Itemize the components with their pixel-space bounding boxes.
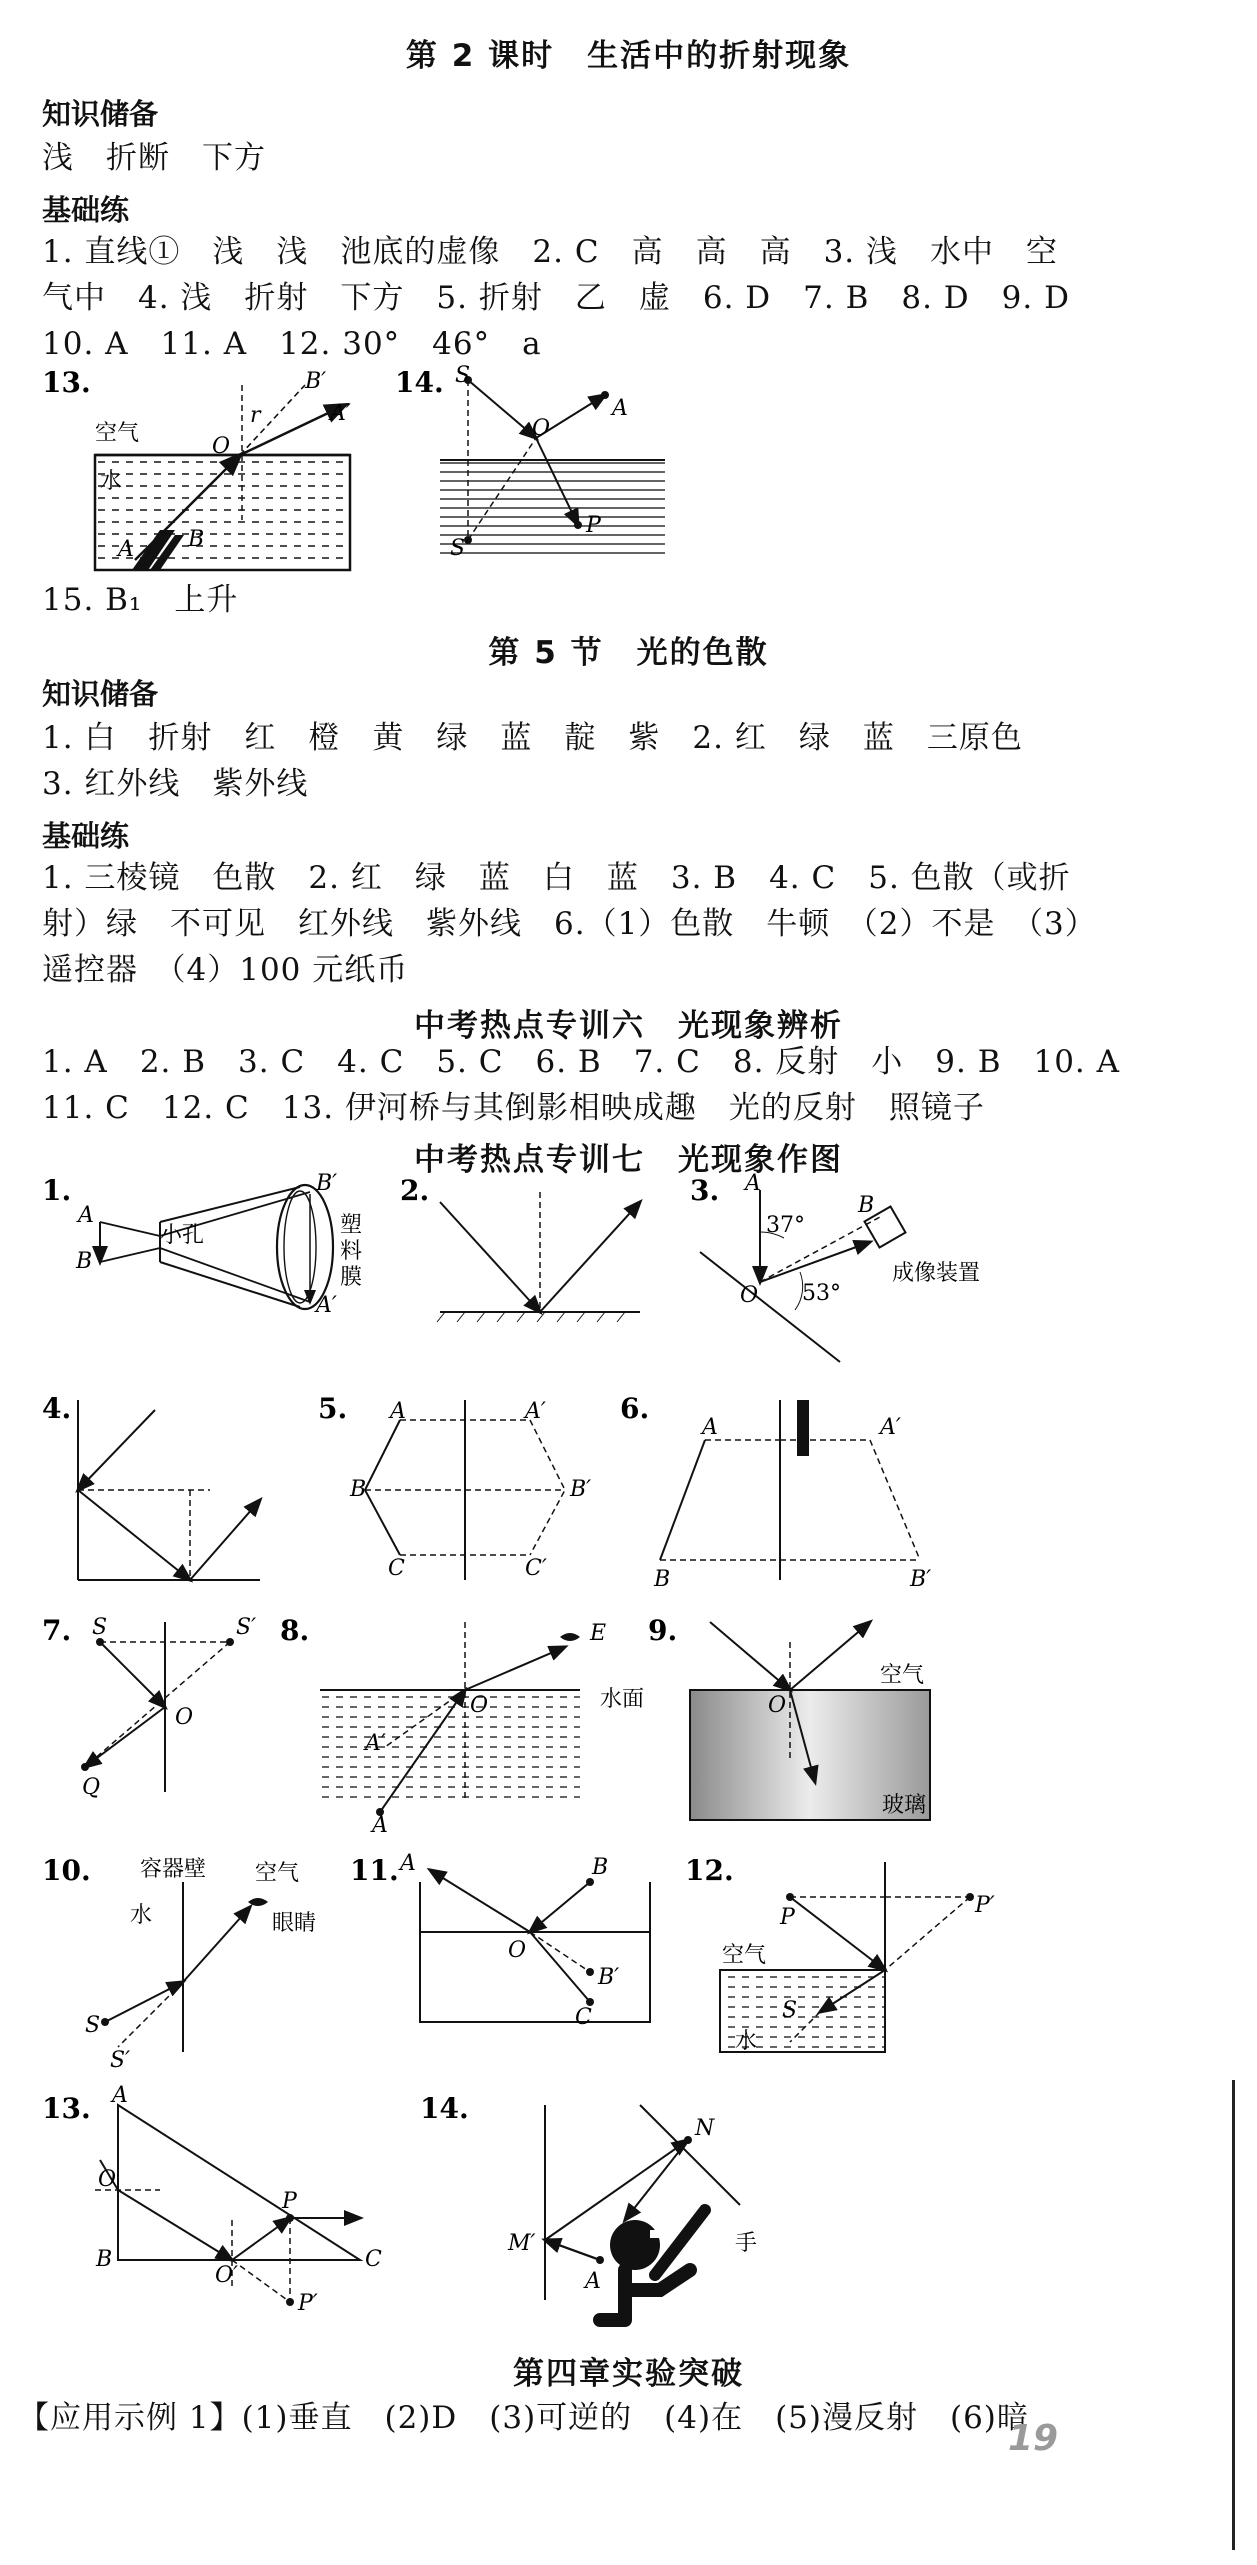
figures-row-3 xyxy=(0,1612,1257,1838)
label-C: C xyxy=(365,2247,382,2272)
figures-row-2 xyxy=(0,1390,1257,1590)
label-N: N xyxy=(695,2116,715,2141)
fig5-label: 5. xyxy=(318,1392,348,1425)
label-B-prime: B′ xyxy=(598,1965,620,1990)
label-film: 塑 xyxy=(340,1213,363,1238)
label-water: 水 xyxy=(130,1903,153,1928)
fig4-label: 4. xyxy=(42,1392,72,1425)
label-pinhole: 小孔 xyxy=(160,1223,205,1248)
answer-line: 1. 白 折射 红 橙 黄 绿 蓝 靛 紫 2. 红 绿 蓝 三原色 xyxy=(42,720,1023,756)
label-eye: 眼睛 xyxy=(272,1911,317,1936)
answer-line: 浅 折断 下方 xyxy=(42,140,266,176)
label-O: O xyxy=(768,1693,787,1718)
label-O: O xyxy=(508,1938,527,1963)
answer-line: 1. 三棱镜 色散 2. 红 绿 蓝 白 蓝 3. B 4. C 5. 色散（或折 xyxy=(42,860,1071,896)
label-B-prime: B′ xyxy=(305,369,327,394)
fig8-label: 8. xyxy=(280,1614,310,1647)
heading-knowledge: 知识储备 xyxy=(42,677,159,711)
section-title-hotspot-7: 中考热点专训七 光现象作图 xyxy=(414,1142,843,1178)
label-E: E xyxy=(590,1621,607,1646)
section-title-refraction: 第 2 课时 生活中的折射现象 xyxy=(405,38,852,74)
answer-line: 【应用示例 1】(1)垂直 (2)D (3)可逆的 (4)在 (5)漫反射 (6)暗 xyxy=(18,2400,1029,2436)
label-hand: 手 xyxy=(735,2231,758,2256)
label-A: A xyxy=(745,1171,761,1196)
fig1-label: 1. xyxy=(42,1174,72,1207)
label-S-prime: S′ xyxy=(450,536,471,561)
answer-line: 10. A 11. A 12. 30° 46° a xyxy=(42,326,542,362)
label-water-surface: 水面 xyxy=(600,1687,645,1712)
label-A: A xyxy=(702,1415,718,1440)
label-B-prime: B′ xyxy=(910,1567,932,1592)
label-r: r xyxy=(250,403,261,428)
label-B: B xyxy=(858,1193,875,1218)
label-O: O xyxy=(175,1705,194,1730)
label-B-prime: B′ xyxy=(316,1171,338,1196)
label-B: B xyxy=(96,2247,113,2272)
label-air: 空气 xyxy=(722,1943,767,1968)
figures-row-4 xyxy=(0,1852,1257,2072)
label-P-prime: P′ xyxy=(975,1893,995,1918)
figures-row-5 xyxy=(0,2083,1257,2330)
label-film: 膜 xyxy=(340,1265,363,1290)
label-O: O xyxy=(470,1693,489,1718)
label-M-prime: M′ xyxy=(508,2231,536,2256)
label-O: O xyxy=(740,1283,759,1308)
label-O-prime: O′ xyxy=(215,2263,239,2288)
label-C: C xyxy=(575,2005,592,2030)
label-A-prime: A′ xyxy=(880,1415,901,1440)
label-A: A xyxy=(585,2269,601,2294)
answer-line: 1. 直线① 浅 浅 池底的虚像 2. C 高 高 高 3. 浅 水中 空 xyxy=(42,234,1059,270)
q14-label: 14. xyxy=(395,366,444,399)
q13-label: 13. xyxy=(42,366,91,399)
label-S-prime: S′ xyxy=(110,2048,131,2073)
figures-row-1 xyxy=(0,1172,1257,1372)
label-air: 空气 xyxy=(880,1663,925,1688)
label-A: A xyxy=(612,396,628,421)
label-water: 水 xyxy=(735,2029,758,2054)
label-P: P xyxy=(586,513,601,538)
label-S: S xyxy=(455,363,471,388)
label-S: S xyxy=(85,2013,101,2038)
label-B: B xyxy=(654,1567,671,1592)
section-title-hotspot-6: 中考热点专训六 光现象辨析 xyxy=(414,1008,843,1044)
label-B: B xyxy=(76,1249,93,1274)
answer-line: 遥控器 （4）100 元纸币 xyxy=(42,952,409,988)
heading-knowledge: 知识储备 xyxy=(42,97,159,131)
label-Q: Q xyxy=(82,1775,101,1800)
answer-line: 气中 4. 浅 折射 下方 5. 折射 乙 虚 6. D 7. B 8. D 9. D xyxy=(42,280,1070,316)
label-glass: 玻璃 xyxy=(882,1793,927,1818)
figure-q13-q14 xyxy=(0,360,1257,590)
page-number: 19 xyxy=(1008,2418,1059,2459)
fig12-label: 12. xyxy=(685,1854,734,1887)
label-A-prime: A′ xyxy=(365,1731,386,1756)
label-O: O xyxy=(212,434,231,459)
label-B-prime: B′ xyxy=(570,1477,592,1502)
fig11-label: 11. xyxy=(350,1854,399,1887)
label-container-wall: 容器壁 xyxy=(140,1857,207,1882)
fig6-label: 6. xyxy=(620,1392,650,1425)
label-imaging-device: 成像装置 xyxy=(892,1261,981,1286)
fig14-label: 14. xyxy=(420,2092,469,2125)
label-A: A xyxy=(118,537,134,562)
label-water: 水 xyxy=(100,469,123,494)
label-A: A xyxy=(112,2083,128,2108)
heading-basic: 基础练 xyxy=(42,819,130,853)
label-film: 料 xyxy=(340,1239,363,1264)
answer-line: 射）绿 不可见 红外线 紫外线 6.（1）色散 牛顿 （2）不是 （3） xyxy=(42,906,1097,942)
answer-line: 11. C 12. C 13. 伊河桥与其倒影相映成趣 光的反射 照镜子 xyxy=(42,1090,985,1126)
answer-line: 3. 红外线 紫外线 xyxy=(42,766,309,802)
fig10-label: 10. xyxy=(42,1854,91,1887)
label-angle-53: 53° xyxy=(802,1281,841,1306)
label-A: A xyxy=(390,1399,406,1424)
label-C: C xyxy=(388,1556,405,1581)
answer-line: 15. B₁ 上升 xyxy=(42,582,239,618)
label-A-prime: A′ xyxy=(330,401,351,426)
label-S: S xyxy=(92,1615,108,1640)
label-A: A xyxy=(372,1813,388,1838)
label-C-prime: C′ xyxy=(525,1556,547,1581)
section-title-dispersion: 第 5 节 光的色散 xyxy=(488,635,769,671)
label-P: P xyxy=(780,1905,795,1930)
label-A: A xyxy=(78,1203,94,1228)
label-B: B xyxy=(188,527,205,552)
answer-line: 1. A 2. B 3. C 4. C 5. C 6. B 7. C 8. 反射 小 9. B 10. A xyxy=(42,1044,1121,1080)
label-P: P xyxy=(282,2189,297,2214)
section-title-experiment: 第四章实验突破 xyxy=(513,2356,744,2392)
fig13-label: 13. xyxy=(42,2092,91,2125)
fig2-label: 2. xyxy=(400,1174,430,1207)
label-O: O xyxy=(98,2167,117,2192)
heading-basic: 基础练 xyxy=(42,193,130,227)
label-air: 空气 xyxy=(95,421,140,446)
label-A-prime: A′ xyxy=(316,1293,337,1318)
fig9-label: 9. xyxy=(648,1614,678,1647)
fig3-label: 3. xyxy=(690,1174,720,1207)
label-S-prime: S′ xyxy=(236,1615,257,1640)
fig7-label: 7. xyxy=(42,1614,72,1647)
label-S: S xyxy=(782,1998,798,2023)
page-edge-bar xyxy=(1232,2080,1235,2550)
label-B: B xyxy=(592,1855,609,1880)
label-A: A xyxy=(400,1851,416,1876)
label-air: 空气 xyxy=(255,1861,300,1886)
label-A-prime: A′ xyxy=(525,1399,546,1424)
label-P-prime: P′ xyxy=(298,2291,318,2316)
label-B: B xyxy=(350,1477,367,1502)
label-angle-37: 37° xyxy=(766,1213,805,1238)
label-O: O xyxy=(532,416,551,441)
